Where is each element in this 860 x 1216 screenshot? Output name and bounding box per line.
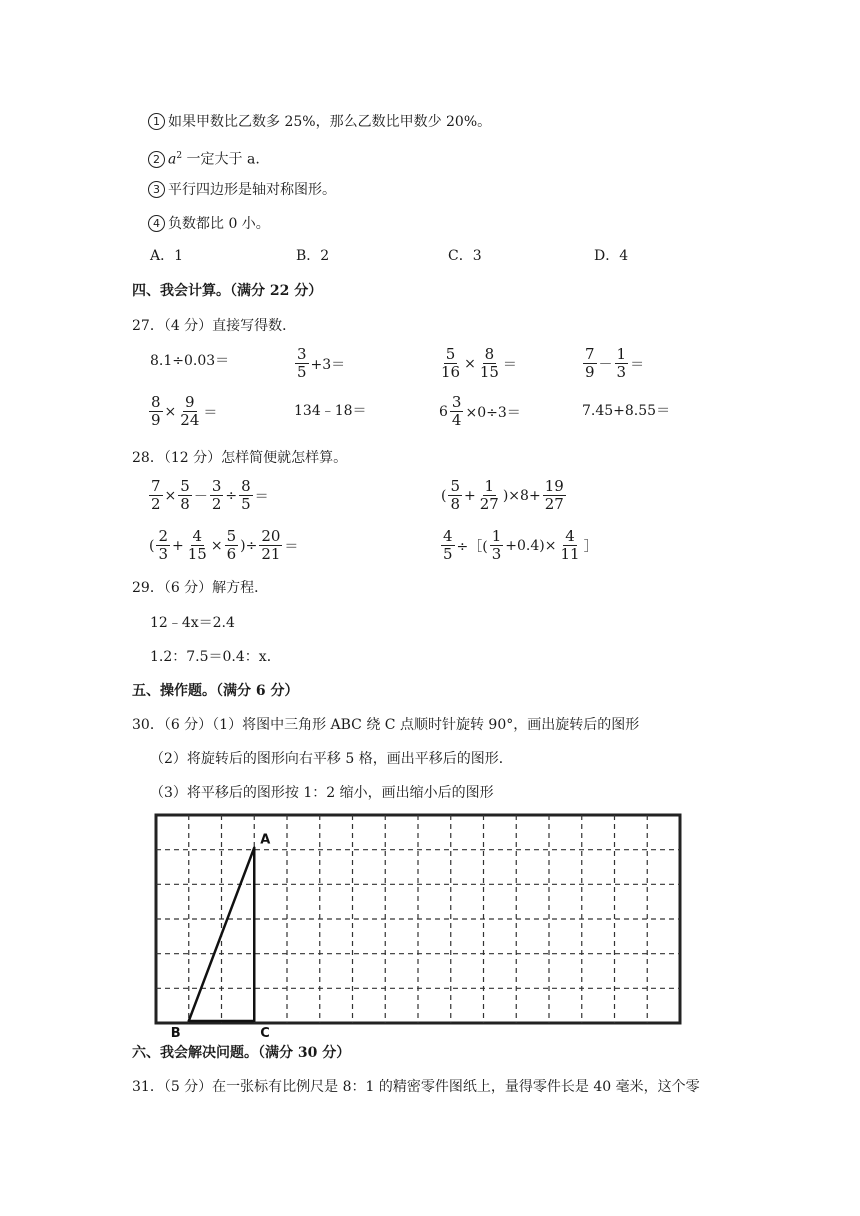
fraction: $\frac{5}{8}$	[180, 477, 190, 513]
q28-e4	[440, 528, 599, 563]
fraction: $\frac{20}{21}$	[261, 527, 281, 563]
q29-e2: 1.2：7.5＝0.4：x．	[150, 649, 281, 665]
label-a: A	[260, 832, 271, 848]
choice-a: A．1	[150, 248, 184, 264]
label-c: C	[260, 1026, 270, 1041]
expr-mid: )÷	[240, 537, 258, 554]
choice-d: D．4	[594, 248, 629, 264]
paren: (	[441, 487, 447, 504]
operator: ×	[164, 487, 177, 504]
fraction: $\frac{3}{4}$	[451, 393, 462, 429]
statement-2	[148, 146, 260, 170]
paren: (	[149, 537, 155, 554]
fraction: $\frac{7}{9}$	[585, 345, 595, 381]
fraction: $\frac{4}{11}$	[560, 527, 580, 563]
q27-e2	[294, 346, 346, 381]
statement-4	[148, 214, 270, 234]
expr-tail: ］	[583, 538, 598, 555]
fraction: $\frac{4}{15}$	[187, 527, 207, 563]
expr-mid: +0.4)×	[505, 537, 557, 554]
fraction: $\frac{19}{27}$	[544, 477, 564, 513]
operator: －	[193, 488, 208, 505]
q28-e1	[148, 478, 270, 513]
operator: ×	[210, 537, 223, 554]
q29-e1: 12﹣4x＝2.4	[150, 615, 235, 631]
statement-text: 平行四边形是轴对称图形。	[168, 182, 336, 198]
fraction: $\frac{1}{3}$	[616, 345, 627, 381]
expr-tail: ＝	[284, 538, 299, 555]
exponent: 2	[176, 151, 183, 161]
q31-text: 31．（5 分）在一张标有比例尺是 8：1 的精密零件图纸上，量得零件长是 40 毫米，这个零	[132, 1079, 700, 1095]
circle-number: 2	[148, 151, 165, 168]
fraction: $\frac{8}{15}$	[479, 345, 499, 381]
fraction: $\frac{3}{2}$	[211, 477, 222, 513]
q30-line-3: （3）将平移后的图形按 1：2 缩小，画出缩小后的图形	[150, 785, 494, 801]
q27-e8: 7.45+8.55＝	[582, 403, 671, 419]
operator: ＝	[254, 488, 269, 505]
fraction: $\frac{8}{9}$	[151, 393, 161, 429]
q27-e4	[582, 346, 645, 381]
choice-c: C．3	[448, 248, 482, 264]
operator: ×	[164, 403, 177, 420]
q27-e1: 8.1÷0.03＝	[150, 353, 230, 369]
q27-label: 27．（4 分）直接写得数．	[132, 318, 297, 334]
fraction: $\frac{5}{16}$	[441, 345, 461, 381]
circle-number: 3	[148, 181, 165, 198]
expr-tail: ×0÷3＝	[465, 404, 521, 421]
statement-text: 负数都比 0 小。	[168, 216, 270, 232]
q27-e3	[438, 346, 518, 381]
choices-row	[150, 246, 750, 266]
fraction: $\frac{2}{3}$	[158, 527, 169, 563]
q28-label: 28．（12 分）怎样简便就怎样算。	[132, 450, 348, 466]
q28-e3	[148, 528, 299, 563]
fraction: $\frac{1}{27}$	[479, 477, 499, 513]
statement-1	[148, 112, 491, 132]
fraction: $\frac{8}{5}$	[241, 477, 251, 513]
fraction: $\frac{1}{3}$	[491, 527, 502, 563]
q27-e6: 134﹣18＝	[294, 403, 367, 419]
fraction: $\frac{5}{8}$	[450, 477, 461, 513]
expr-tail: ＝	[502, 356, 517, 373]
fraction: $\frac{4}{5}$	[443, 527, 453, 563]
operator: ÷	[225, 487, 238, 504]
expr-mid: )×8+	[502, 487, 541, 504]
section-5-heading: 五、操作题。（满分 6 分）	[132, 683, 299, 699]
fraction: $\frac{3}{5}$	[297, 345, 307, 381]
expr-tail: ＝	[203, 404, 218, 421]
statement-text: 一定大于 a.	[182, 151, 260, 168]
fraction: $\frac{9}{24}$	[180, 393, 200, 429]
q27-e7	[438, 394, 522, 429]
q28-e2	[440, 478, 567, 513]
grid-figure	[152, 811, 684, 1041]
var-a: a	[168, 151, 177, 168]
q30-line-1: 30．（6 分）（1）将图中三角形 ABC 绕 C 点顺时针旋转 90°，画出旋转后的图形	[132, 717, 640, 733]
expr-tail: +3＝	[310, 356, 346, 373]
circle-number: 4	[148, 215, 165, 232]
operator: －	[598, 356, 613, 373]
operator: +	[464, 487, 476, 504]
q30-line-2: （2）将旋转后的图形向右平移 5 格，画出平移后的图形．	[150, 751, 513, 767]
fraction: $\frac{7}{2}$	[151, 477, 161, 513]
circle-number: 1	[148, 113, 165, 130]
expr-mid: ÷［(	[456, 538, 488, 555]
statement-text: 如果甲数比乙数多 25%，那么乙数比甲数少 20%。	[168, 114, 492, 130]
section-4-heading: 四、我会计算。（满分 22 分）	[132, 283, 323, 299]
choice-b: B．2	[296, 248, 330, 264]
whole-number: 6	[439, 403, 448, 420]
fraction: $\frac{5}{6}$	[226, 527, 237, 563]
operator: +	[172, 537, 184, 554]
label-b: B	[170, 1026, 181, 1041]
statement-3	[148, 180, 336, 200]
section-6-heading: 六、我会解决问题。（满分 30 分）	[132, 1045, 351, 1061]
operator: ×	[464, 355, 476, 372]
q29-label: 29．（6 分）解方程．	[132, 580, 269, 596]
expr-tail: ＝	[630, 356, 645, 373]
q27-e5	[148, 394, 218, 429]
